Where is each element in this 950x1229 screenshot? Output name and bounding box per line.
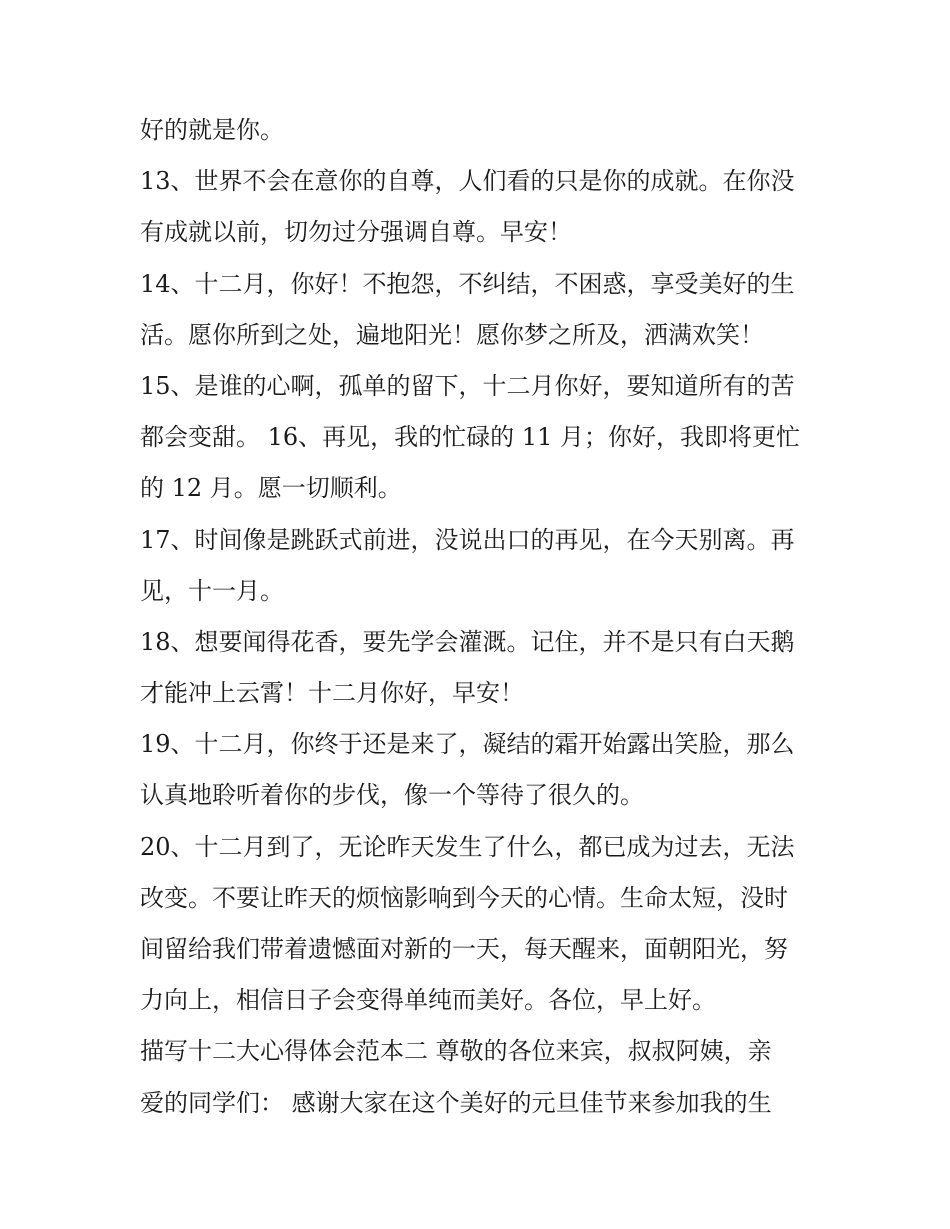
document-body xyxy=(140,105,820,1129)
text-line: 有成就以前，切勿过分强调自尊。早安！ xyxy=(140,218,572,247)
text-line: 才能冲上云霄！十二月你好，早安！ xyxy=(140,679,524,708)
text-line: 14、十二月，你好！不抱怨，不纠结，不困惑，享受美好的生 xyxy=(140,269,795,298)
text-line: 间留给我们带着遗憾面对新的一天，每天醒来，面朝阳光，努 xyxy=(140,935,788,963)
text-line: 改变。不要让昨天的烦恼影响到今天的心情。生命太短，没时 xyxy=(140,883,788,912)
text-line: 的 12 月。愿一切顺利。 xyxy=(140,474,402,503)
text-line: 17、时间像是跳跃式前进，没说出口的再见，在今天别离。再 xyxy=(140,525,795,554)
text-line: 力向上，相信日子会变得单纯而美好。各位，早上好。 xyxy=(140,986,716,1015)
text-line: 20、十二月到了，无论昨天发生了什么，都已成为过去，无法 xyxy=(140,832,795,861)
text-line: 爱的同学们： 感谢大家在这个美好的元旦佳节来参加我的生 xyxy=(140,1088,772,1117)
text-line: 描写十二大心得体会范本二 尊敬的各位来宾，叔叔阿姨，亲 xyxy=(140,1037,772,1066)
text-line: 活。愿你所到之处，遍地阳光！愿你梦之所及，洒满欢笑！ xyxy=(140,320,764,349)
text-line: 认真地聆听着你的步伐，像一个等待了很久的。 xyxy=(140,781,644,810)
text-line: 19、十二月，你终于还是来了，凝结的霜开始露出笑脸，那么 xyxy=(140,730,795,759)
text-line: 15、是谁的心啊，孤单的留下，十二月你好，要知道所有的苦 xyxy=(140,371,795,400)
text-line: 都会变甜。 16、再见，我的忙碌的 11 月；你好，我即将更忙 xyxy=(140,423,800,452)
text-line: 见，十一月。 xyxy=(140,576,284,605)
text-line: 18、想要闻得花香，要先学会灌溉。记住，并不是只有白天鹅 xyxy=(140,627,795,656)
text-line: 好的就是你。 xyxy=(140,116,284,144)
text-line: 13、世界不会在意你的自尊，人们看的只是你的成就。在你没 xyxy=(140,167,795,196)
